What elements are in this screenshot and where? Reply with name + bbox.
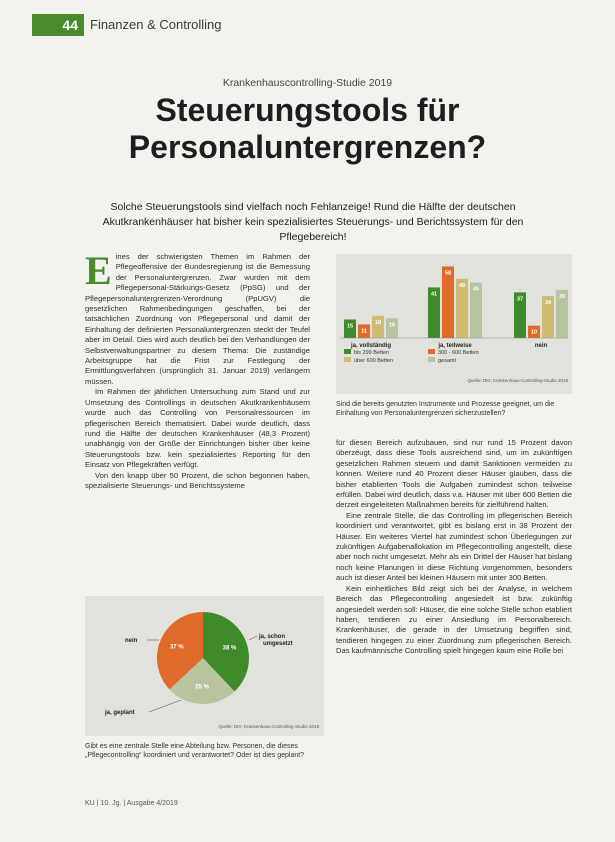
bar [442, 266, 454, 338]
legend-swatch [428, 357, 435, 362]
section-title: Finanzen & Controlling [90, 17, 222, 32]
bar-value-label: 39 [558, 293, 566, 300]
bar-value-label: 10 [530, 329, 538, 336]
category-label: ja, vollständig [350, 343, 392, 349]
drop-cap: E [85, 248, 112, 293]
chart-source: Quelle: DKI; Krankenhaus-Controlling-Studie 2019 [467, 378, 568, 383]
leader-line [149, 700, 181, 712]
right-text-column [336, 438, 572, 657]
bar-value-label: 34 [544, 300, 552, 307]
category-label: ja, teilweise [438, 343, 472, 349]
article-lead: Solche Steuerungstools sind vielfach noch Fehlanzeige! Rund die Hälfte der deutschen Akutkrankenhäuser hat bisher kein spezialisiertes Steuerungs- und Berichtssystem für den Pflegebereich! [102, 201, 524, 243]
category-label: nein [534, 343, 548, 349]
slice-label: ja, geplant [105, 710, 135, 716]
bar-chart-caption: Sind die bereits genutzten Instrumente und Prozesse geeignet, um die Einhaltung von Personaluntergrenzen sicherzustellen? [336, 401, 555, 417]
bar-value-label: 58 [444, 270, 452, 277]
legend-swatch [428, 349, 435, 354]
legend-swatch [344, 357, 351, 362]
bar-value-label: 16 [388, 322, 396, 329]
slice-label: ja, schon [259, 634, 286, 640]
bar-value-label: 41 [430, 291, 438, 298]
slice-value-label: 38 % [222, 645, 237, 652]
legend-swatch [344, 349, 351, 354]
page-number: 44 [32, 14, 84, 36]
pie-chart-figure [85, 596, 324, 736]
pie-chart [85, 596, 324, 736]
paragraph: für diesen Bereich aufzubauen, sind nur rund 15 Prozent davon überzeugt, dass diese Tools ausreichend sind, um im zukünftigen gesetzlichen Rahmen steuern und damit Sanktionen vermeiden zu können. Weitere rund 40 Prozent dieser Häuser glauben, dass die bisher etablierten Tools die Aufgaben zumindest schon teilweise erfüllen. Dabei wird deutlich, dass v.a. Häuser mit über 600 Betten die derzeit eingeleiteten Maßnahmen bereits für zielführend halten. [336, 438, 572, 510]
bar-chart-figure [336, 254, 572, 394]
legend-label: über 600 Betten [354, 358, 394, 364]
chart-source: Quelle: DKI; Krankenhaus-Controlling-Studie 2019 [218, 724, 319, 729]
leader-line [249, 636, 257, 640]
bar-value-label: 37 [516, 296, 524, 303]
article-title [0, 92, 615, 166]
title-line-2: Personaluntergrenzen? [128, 129, 487, 165]
bar-value-label: 15 [346, 323, 354, 330]
bar-value-label: 11 [361, 328, 367, 335]
legend-label: gesamt [438, 358, 457, 364]
page-footer: KU | 10. Jg. | Ausgabe 4/2019 [85, 800, 178, 807]
title-line-1: Steuerungstools für [155, 92, 460, 128]
slice-value-label: 37 % [169, 644, 184, 651]
bar-chart [336, 254, 572, 394]
slice-label: nein [125, 638, 138, 644]
paragraph: Im Rahmen der jährlichen Untersuchung zum Stand und zur Umsetzung des Controllings in deutschen Akutkrankenhäusern wurde auch das Controlling von Personalressourcen im pflegerischen Bereich thematisiert. Dabei wurde deutlich, dass rund die Hälfte der deutschen Krankenhäuser (48,3 Prozent) unabhängig von der Größe der Einrichtungen bisher über keine Steuerungstools bzw. kein spezialisiertes Reporting für den Einsatz von Pflegekräften verfügt. [85, 387, 310, 470]
bar-value-label: 48 [458, 282, 466, 289]
article-kicker: Krankenhauscontrolling-Studie 2019 [222, 77, 393, 89]
page-header [0, 14, 615, 36]
left-text-column [85, 248, 310, 491]
slice-value-label: 25 % [195, 684, 209, 691]
legend-label: bis 299 Betten [354, 350, 390, 356]
bar-value-label: 18 [374, 319, 382, 326]
paragraph: ines der schwierigsten Themen im Rahmen der Pflegeoffensive der Bundesregierung ist die Bemessung der Personaluntergrenzen. Zwar wurden mit dem Pflegepersonal-Stärkungs-Gesetz (PpSG) und der Pflegepersonaluntergrenzen-Verordnung (PpUGV) die gesetzlichen Rahmenbedingungen geschaffen, bei der tatsächlichen Zuordnung von Pflegepersonal und damit der Einhaltung der definierten Personaluntergrenzen steckt der Teufel aber im Detail. Dies wird auch deutlich bei den Verhandlungen der Selbstverwaltungspartner zu diesem Thema: Die zuständige Arbeitsgruppe hat die Frist zur Festlegung der Ermittlungsverfahren (ursprünglich 31. Januar 2019) verlängern müssen. [85, 252, 310, 386]
paragraph: Eine zentrale Stelle, die das Controlling im pflegerischen Bereich koordiniert und verantwortet, gibt es bislang erst in 38 Prozent der Häuser. Ein weiteres Viertel hat zumindest schon Überlegungen zur zukünftigen Aufgabenallokation im Pflegecontrolling angestellt, diese aber noch nicht umgesetzt. Mehr als ein Drittel der Häuser hat bislang noch keine Planungen in diese Richtung vorgenommen, besonders auch ist dieser Anteil bei kleinen Häusern mit unter 300 Betten. [336, 510, 572, 583]
bar-value-label: 45 [472, 286, 480, 293]
slice-label-cont: umgesetzt [263, 641, 293, 647]
pie-chart-caption: Gibt es eine zentrale Stelle eine Abteilung bzw. Personen, die dieses „Pflegecontrolling“ koordiniert und verantwortet? Oder ist dies geplant? [85, 743, 305, 759]
paragraph: Kein einheitliches Bild zeigt sich bei der Analyse, in welchem Bereich das Pflegecontrolling angesiedelt ist bzw. zukünftig angesiedelt werden soll: Häuser, die eine solche Stelle schon etabliert haben, tendieren zu einer Ansiedlung im Personalbereich. Krankenhäuser, die gerade in der Umsetzung begriffen sind, tendieren hingegen zu einer Zuordnung zum pflegerischen Bereich. Das kaufmännische Controlling spielt hingegen kaum eine Rolle bei [336, 583, 572, 656]
legend-label: 300 - 600 Betten [438, 350, 479, 356]
paragraph: Von den knapp über 50 Prozent, die schon begonnen haben, spezialisierte Steuerungs- und Berichtssysteme [85, 470, 310, 490]
